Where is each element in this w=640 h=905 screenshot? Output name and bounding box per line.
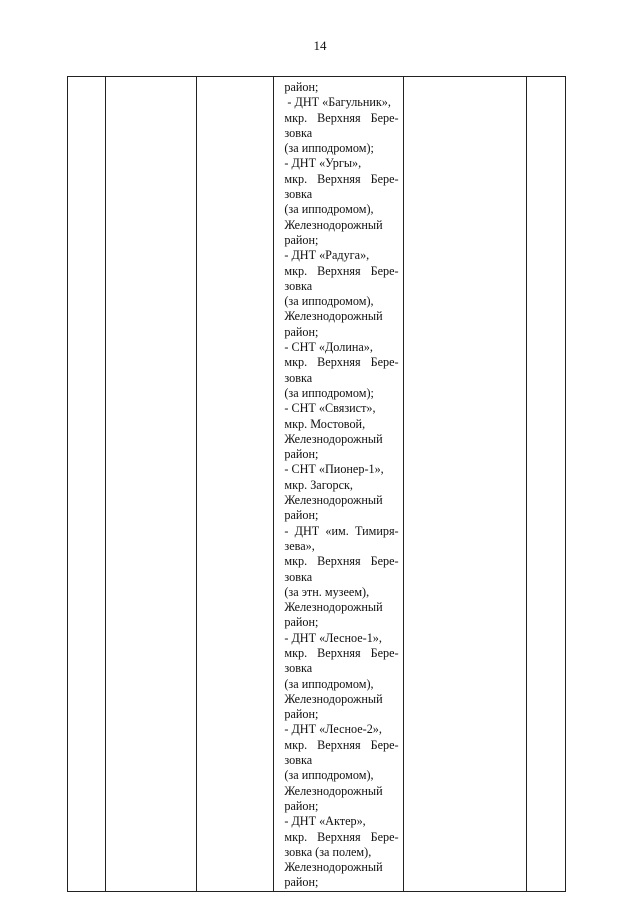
document-table bbox=[67, 76, 566, 892]
location-line: мкр. Верхняя Бере- bbox=[284, 171, 399, 186]
location-line: Железнодорожный bbox=[284, 860, 383, 875]
location-line: зовка (за полем), bbox=[284, 844, 372, 859]
location-line: - ДНТ «им. Тимиря- bbox=[284, 523, 399, 538]
location-line: мкр. Загорск, bbox=[284, 477, 353, 492]
location-line: Железнодорожный bbox=[284, 309, 383, 324]
location-line: зовка bbox=[284, 753, 313, 768]
location-line: зева», bbox=[284, 538, 315, 553]
location-line: район; bbox=[284, 232, 319, 247]
table-cell-5 bbox=[403, 77, 526, 892]
location-line: - СНТ «Пионер-1», bbox=[284, 462, 384, 477]
location-line: зовка bbox=[284, 569, 313, 584]
table-cell-4 bbox=[274, 77, 403, 892]
location-line: мкр. Верхняя Бере- bbox=[284, 110, 399, 125]
location-line: (за этн. музеем), bbox=[284, 584, 370, 599]
location-line: зовка bbox=[284, 661, 313, 676]
location-line: зовка bbox=[284, 278, 313, 293]
location-line: - СНТ «Долина», bbox=[284, 340, 373, 355]
location-line: мкр. Верхняя Бере- bbox=[284, 645, 399, 660]
location-line: - ДНТ «Ургы», bbox=[284, 156, 362, 171]
location-line: район; bbox=[284, 875, 319, 890]
location-line: - ДНТ «Актер», bbox=[284, 814, 366, 829]
location-line: Железнодорожный bbox=[284, 691, 383, 706]
location-line: район; bbox=[284, 707, 319, 722]
location-line: мкр. Верхняя Бере- bbox=[284, 737, 399, 752]
location-line: район; bbox=[284, 80, 319, 94]
table-cell-3 bbox=[197, 77, 274, 892]
location-line: зовка bbox=[284, 187, 313, 202]
location-line: - ДНТ «Лесное-1», bbox=[284, 630, 382, 645]
location-line: - СНТ «Связист», bbox=[284, 401, 376, 416]
location-line: (за ипподромом), bbox=[284, 202, 374, 217]
location-line: район; bbox=[284, 798, 319, 813]
location-line: - ДНТ «Багульник», bbox=[284, 95, 391, 110]
location-line: Железнодорожный bbox=[284, 783, 383, 798]
location-line: район; bbox=[284, 615, 319, 630]
location-line: Железнодорожный bbox=[284, 431, 383, 446]
table-cell-1 bbox=[68, 77, 106, 892]
location-line: (за ипподромом), bbox=[284, 294, 374, 309]
location-line: (за ипподромом); bbox=[284, 385, 374, 400]
location-line: мкр. Верхняя Бере- bbox=[284, 355, 399, 370]
location-list bbox=[274, 77, 402, 891]
location-line: Железнодорожный bbox=[284, 217, 383, 232]
location-line: Железнодорожный bbox=[284, 600, 383, 615]
location-line: район; bbox=[284, 324, 319, 339]
table-cell-6 bbox=[526, 77, 565, 892]
location-line: - ДНТ «Радуга», bbox=[284, 248, 370, 263]
location-line: мкр. Мостовой, bbox=[284, 416, 366, 431]
location-line: мкр. Верхняя Бере- bbox=[284, 263, 399, 278]
table-row bbox=[68, 77, 566, 892]
location-line: зовка bbox=[284, 370, 313, 385]
location-line: (за ипподромом), bbox=[284, 676, 374, 691]
page-number: 14 bbox=[313, 38, 327, 53]
location-line: зовка bbox=[284, 125, 313, 140]
location-line: Железнодорожный bbox=[284, 493, 383, 508]
location-line: - ДНТ «Лесное-2», bbox=[284, 722, 382, 737]
location-line: мкр. Верхняя Бере- bbox=[284, 554, 399, 569]
location-line: район; bbox=[284, 447, 319, 462]
location-line: (за ипподромом), bbox=[284, 768, 374, 783]
location-line: район; bbox=[284, 508, 319, 523]
table-cell-2 bbox=[106, 77, 197, 892]
location-line: (за ипподромом); bbox=[284, 141, 374, 156]
location-line: мкр. Верхняя Бере- bbox=[284, 829, 399, 844]
